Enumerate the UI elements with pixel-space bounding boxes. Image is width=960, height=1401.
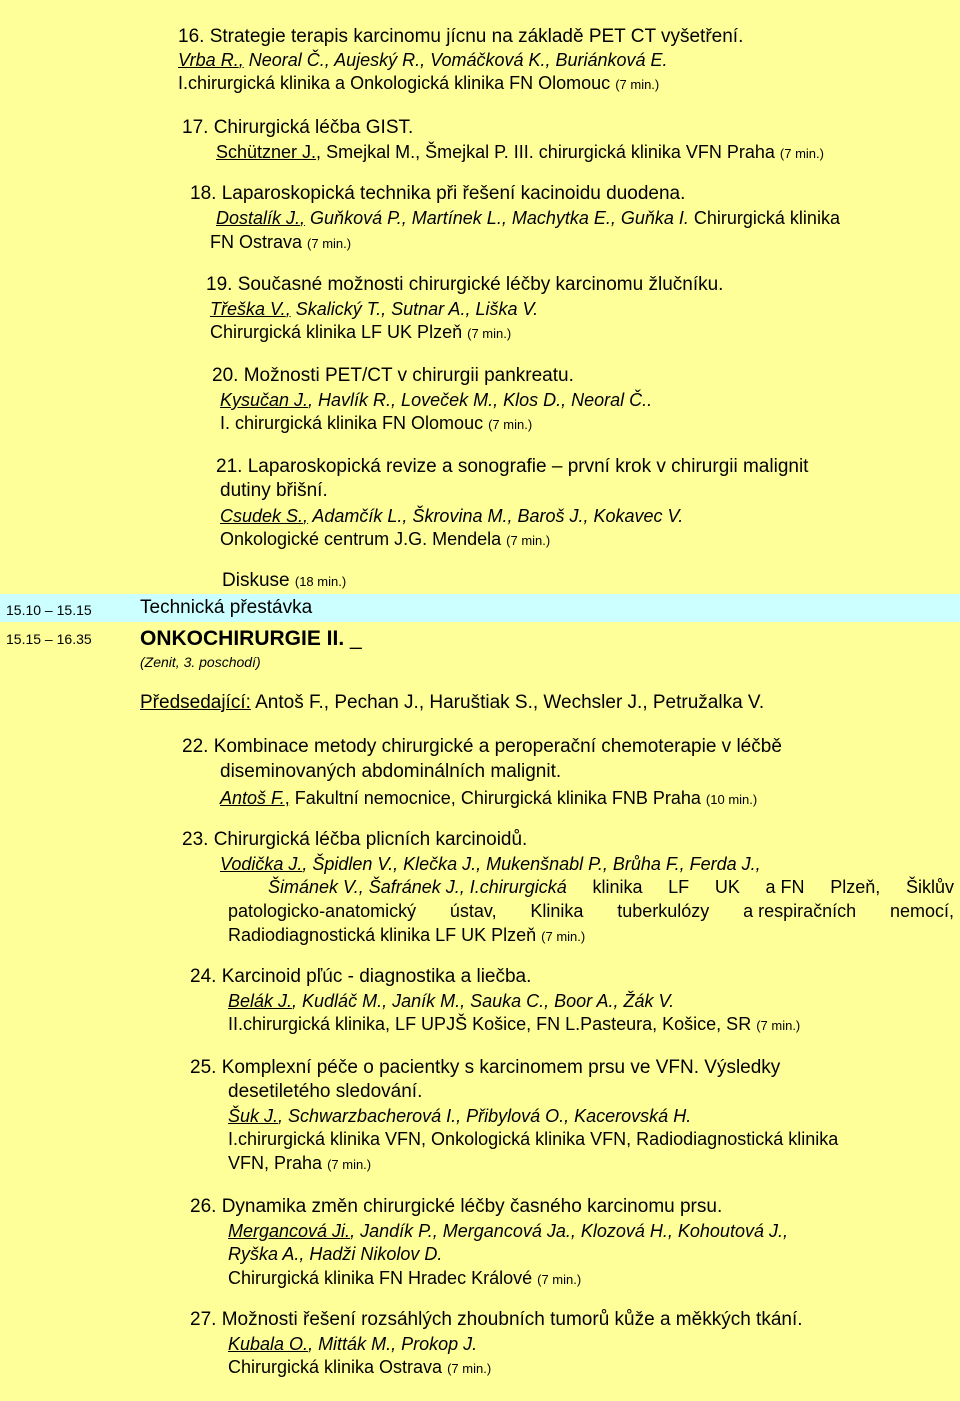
session-title-text: ONKOCHIRURGIE II. xyxy=(140,627,345,650)
talk-24-title: 24. Karcinoid pľúc - diagnostika a liečba. xyxy=(190,966,532,987)
institution: Chirurgická klinika Ostrava xyxy=(228,1357,443,1377)
institution: Chirurgická klinika xyxy=(688,208,840,228)
talk-27-institution xyxy=(228,1356,491,1380)
institution: III. chirurgická klinika VFN Praha xyxy=(508,142,775,162)
talk-21-title-cont: dutiny břišní. xyxy=(220,480,328,501)
first-author: Belák J. xyxy=(228,991,293,1011)
co-authors: Adamčík L., Škrovina M., Baroš J., Kokavec V. xyxy=(308,506,684,526)
talk-19-title: 19. Současné možnosti chirurgické léčby karcinomu žlučníku. xyxy=(206,274,724,295)
duration: (10 min.) xyxy=(705,792,758,807)
duration: (7 min.) xyxy=(756,1018,801,1033)
talk-18-authors xyxy=(216,207,840,229)
institution: Fakultní nemocnice, Chirurgická klinika FNB Praha xyxy=(289,788,701,808)
talk-21-title: 21. Laparoskopická revize a sonografie – první krok v chirurgii malignit xyxy=(216,456,809,477)
text-segment: LF xyxy=(668,877,690,897)
institution: Chirurgická klinika LF UK Plzeň xyxy=(210,322,463,342)
author-separator: , xyxy=(285,299,291,319)
break-time: 15.10 – 15.15 xyxy=(6,602,92,618)
institution: Onkologické centrum J.G. Mendela xyxy=(220,529,502,549)
time-to: 15.15 xyxy=(56,602,92,618)
time-to: 16.35 xyxy=(56,631,92,647)
text-segment: ústav, xyxy=(449,901,497,921)
co-authors: , Špidlen V., Klečka J., Mukenšnabl P., Brůha F., Ferda J., xyxy=(302,854,761,874)
time-from: 15.15 xyxy=(6,631,42,647)
institution: II.chirurgická klinika, LF UPJŠ Košice, FN L.Pasteura, Košice, SR xyxy=(228,1014,752,1034)
talk-23-line4 xyxy=(228,900,954,922)
time-from: 15.10 xyxy=(6,602,42,618)
talk-26-authors-cont: Ryška A., Hadži Nikolov D. xyxy=(228,1244,443,1264)
text-segment: Plzeň, xyxy=(830,877,881,897)
session-title xyxy=(140,626,362,652)
first-author: Vodička J. xyxy=(220,854,303,874)
text-segment: patologicko-anatomický xyxy=(228,901,417,921)
text-segment: Šiklův xyxy=(905,877,954,897)
talk-19-institution xyxy=(210,321,511,345)
author-separator: , xyxy=(300,208,306,228)
first-author: Šuk J. xyxy=(228,1106,279,1126)
author-separator: , xyxy=(316,142,322,162)
session-time: 15.15 – 16.35 xyxy=(6,631,92,647)
talk-16-title: 16. Strategie terapis karcinomu jícnu na základě PET CT vyšetření. xyxy=(178,26,744,47)
co-authors: , Schwarzbacherová I., Přibylová O., Kacerovská H. xyxy=(278,1106,692,1126)
talk-25-authors xyxy=(228,1105,691,1127)
duration: (7 min.) xyxy=(615,77,660,92)
talk-20-institution xyxy=(220,412,532,436)
talk-22-title: 22. Kombinace metody chirurgické a peroperační chemoterapie v léčbě xyxy=(182,736,782,757)
institution-city: VFN, Praha xyxy=(228,1153,323,1173)
discussion-label: Diskuse xyxy=(222,570,290,591)
talk-25-title: 25. Komplexní péče o pacientky s karcinomem prsu ve VFN. Výsledky xyxy=(190,1057,781,1078)
talk-16-authors xyxy=(178,49,668,71)
session-title-trail: _ xyxy=(344,627,362,650)
session-chairs xyxy=(140,692,764,714)
talk-18-title: 18. Laparoskopická technika při řešení kacinoidu duodena. xyxy=(190,183,686,204)
text-segment: a FN xyxy=(765,877,805,897)
co-authors: Neoral Č., Aujeský R., Vomáčková K., Buriánková E. xyxy=(243,50,668,70)
co-authors: , Jandík P., Mergancová Ja., Klozová H., Kohoutová J., xyxy=(350,1221,788,1241)
talk-26-authors xyxy=(228,1220,788,1242)
institution: Radiodiagnostická klinika LF UK Plzeň xyxy=(228,925,537,945)
discussion xyxy=(222,570,346,593)
institution-city: FN Ostrava xyxy=(210,232,303,252)
talk-19-authors xyxy=(210,298,538,320)
text-segment: Šimánek V., Šafránek J., I.chirurgická xyxy=(268,877,567,897)
duration: (7 min.) xyxy=(541,929,586,944)
talk-20-authors xyxy=(220,389,652,411)
co-authors: , Mitták M., Prokop J. xyxy=(308,1334,478,1354)
talk-27-authors xyxy=(228,1333,477,1355)
talk-21-authors xyxy=(220,505,683,527)
break-label: Technická přestávka xyxy=(140,597,313,618)
talk-27-title: 27. Možnosti řešení rozsáhlých zhoubních tumorů kůže a měkkých tkání. xyxy=(190,1309,803,1330)
text-segment: tuberkulózy xyxy=(617,901,710,921)
text-segment: UK xyxy=(714,877,740,897)
author-separator: , xyxy=(238,50,244,70)
talk-20-title: 20. Možnosti PET/CT v chirurgii pankreatu. xyxy=(212,365,574,386)
text-segment: Klinika xyxy=(530,901,584,921)
talk-23-institution xyxy=(228,924,585,948)
talk-24-authors xyxy=(228,990,674,1012)
text-segment: a respiračních xyxy=(743,901,857,921)
author-separator: , xyxy=(303,506,309,526)
talk-23-authors xyxy=(220,853,761,875)
first-author: Dostalík J. xyxy=(216,208,301,228)
first-author: Csudek S. xyxy=(220,506,304,526)
duration: (7 min.) xyxy=(506,533,551,548)
co-authors: Guňková P., Martínek L., Machytka E., Guňka I. xyxy=(305,208,689,228)
talk-24-institution xyxy=(228,1013,800,1037)
duration: (7 min.) xyxy=(537,1272,582,1287)
talk-18-institution xyxy=(210,231,351,255)
talk-26-title: 26. Dynamika změn chirurgické léčby časného karcinomu prsu. xyxy=(190,1196,723,1217)
session-place: (Zenit, 3. poschodí) xyxy=(140,654,261,670)
talk-22-title-cont: diseminovaných abdominálních malignit. xyxy=(220,761,562,782)
duration: (7 min.) xyxy=(779,146,824,161)
duration: (7 min.) xyxy=(327,1157,372,1172)
co-authors: Smejkal M., Šmejkal P. xyxy=(321,142,509,162)
first-author: Třeška V. xyxy=(210,299,286,319)
talk-21-institution xyxy=(220,528,550,552)
chairs-label: Předsedající: xyxy=(140,692,251,713)
text-segment: klinika xyxy=(592,877,643,897)
first-author: Kysučan J. xyxy=(220,390,309,410)
duration: (7 min.) xyxy=(447,1361,492,1376)
talk-17-title: 17. Chirurgická léčba GIST. xyxy=(182,117,414,138)
talk-26-institution xyxy=(228,1267,581,1291)
co-authors: Skalický T., Sutnar A., Liška V. xyxy=(290,299,539,319)
institution: I. chirurgická klinika FN Olomouc xyxy=(220,413,484,433)
talk-25-institution-cont xyxy=(228,1152,371,1176)
duration: (7 min.) xyxy=(488,417,533,432)
talk-16-institution xyxy=(178,72,659,96)
talk-23-title: 23. Chirurgická léčba plicních karcinoidů. xyxy=(182,829,528,850)
text-segment: nemocí, xyxy=(889,901,954,921)
first-author: Kubala O. xyxy=(228,1334,309,1354)
chairs-names: Antoš F., Pechan J., Haruštiak S., Wechsler J., Petružalka V. xyxy=(250,692,765,713)
institution: I.chirurgická klinika a Onkologická klinika FN Olomouc xyxy=(178,73,611,93)
institution: Chirurgická klinika FN Hradec Králové xyxy=(228,1268,533,1288)
talk-25-institution: I.chirurgická klinika VFN, Onkologická klinika VFN, Radiodiagnostická klinika xyxy=(228,1129,839,1149)
talk-22-authors xyxy=(220,787,757,811)
first-author: Antoš F. xyxy=(220,788,285,808)
duration: (18 min.) xyxy=(294,574,347,589)
first-author: Vrba R. xyxy=(178,50,239,70)
co-authors: , Kudláč M., Janík M., Sauka C., Boor A., Žák V. xyxy=(292,991,675,1011)
author-separator: , xyxy=(284,788,290,808)
talk-23-line3 xyxy=(268,876,954,898)
duration: (7 min.) xyxy=(307,236,352,251)
break-row xyxy=(0,594,960,622)
talk-17-authors xyxy=(216,141,824,165)
talk-25-title-cont: desetiletého sledování. xyxy=(228,1081,423,1102)
duration: (7 min.) xyxy=(467,326,512,341)
first-author: Schützner J. xyxy=(216,142,317,162)
co-authors: , Havlík R., Loveček M., Klos D., Neoral Č.. xyxy=(308,390,653,410)
first-author: Mergancová Ji. xyxy=(228,1221,351,1241)
